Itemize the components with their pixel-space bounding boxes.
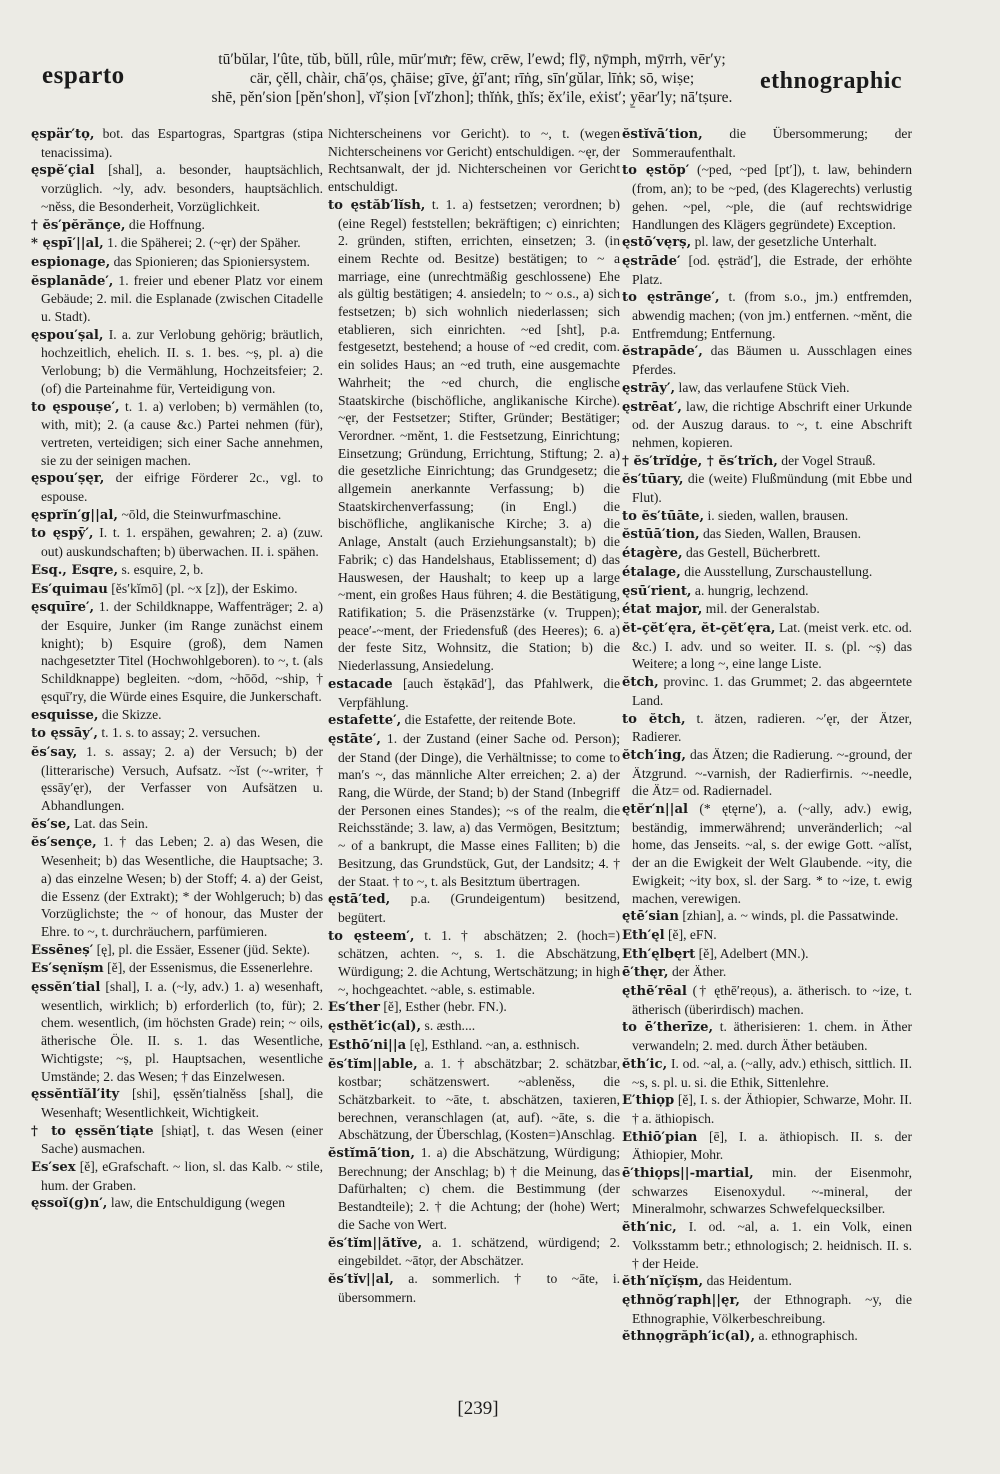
dictionary-entry [328,196,620,675]
definition-text: das Spionieren; das Spioniersystem. [113,253,310,269]
dictionary-entry [622,963,912,982]
definition-text: [ĕs′kĭmō] (pl. ~x [z]), der Eskimo. [111,580,298,596]
dictionary-entry [328,1144,620,1234]
definition-text: [ē], I. a. äthiopisch. II. s. der Äthiopier, Mohr. [632,1128,912,1163]
definition-text: Lat. das Sein. [74,815,149,831]
headword: ęstāte′, [328,731,382,747]
headword: ĕs′say, [31,744,78,760]
definition-text: (* ętęrne′), a. (~ally, adv.) ewig, beständig, immerwährend; unveränderlich; ~al home, das Jenseits. ~al, s. der ewige Gott. ~alĭst, der an die Ewigkeit der Welt Glaubende. ~ity, die Ewigkeit; ~ity box, sl. der Sarg. * to ~ize, t. ewig machen, verewigen. [632,801,912,906]
dictionary-entry [622,544,912,563]
dictionary-entry [31,253,323,272]
definition-text: i. sieden, wallen, brausen. [707,507,849,523]
dictionary-entry [31,398,323,470]
dictionary-entry [328,711,620,730]
headword: E′thiọp [622,1093,675,1109]
dictionary-entry [328,927,620,999]
definition-text: das Ätzen; die Radierung. ~-ground, der Ätzgrund. ~-varnish, der Radierfirnis. ~-needle, die Ätz= od. Radiernadel. [632,746,912,799]
headword: ęthnŏg′raph||ęr, [622,1293,741,1308]
dictionary-entry [31,506,323,525]
dictionary-entry [31,706,323,725]
column-3 [622,125,912,1346]
definition-text: die Skizze. [101,706,162,722]
definition-text: (~ped, ~ped [pt′]), t. law, behindern (from, an); to be ~ped, (des Klagerechts) verlustig gehen. ~pel, ~ple, die (auf rechtswidrige Handlungen des Klägers gegründete) Exception. [632,162,912,232]
headword: ē′thiọps||-martial, [622,1166,754,1182]
dictionary-entry [328,1017,620,1036]
definition-text: der eifrige Förderer 2c., vgl. to espouse. [41,470,324,505]
dictionary-entry [328,1036,620,1055]
dictionary-entry [622,600,912,619]
definition-text: [ę], pl. die Essäer, Essener (jüd. Sekte). [96,941,311,957]
dictionary-entry [622,945,912,964]
headword: † ĕs′trĭdġe, † ĕs′trĭch, [622,453,778,469]
dictionary-entry [622,563,912,582]
definition-text: [shal], I. a. (~ly, adv.) 1. a) wesenhaft, wesentlich, wirklich; b) erforderlich (to, für); 2. chem. wesentlich, (im höchsten Grade) rein; ~ oils, ätherische Öle. II. s. 1. das Wesentliche, Wichtigste; ~ṣ, pl. Hauptsachen, wesentliche Umstände; 2. das Wesen; † das Einzelwesen. [41,979,323,1084]
dictionary-entry [622,800,912,907]
headword: to ęsteem′, [328,928,415,944]
definition-text: die Estafette, der reitende Bote. [404,712,576,728]
headword: ĕtch, [622,675,659,691]
dictionary-entry [622,1128,912,1164]
dictionary-entry [622,379,912,398]
headword: ĕsplanāde′, [31,273,114,289]
dictionary-entry [622,252,912,288]
definition-text: law, das verlaufene Stück Vieh. [678,379,850,395]
dictionary-entry [31,959,323,978]
definition-text: der Äther. [671,964,727,980]
definition-text: t. (from s.o., jm.) entfremden, abwendig machen; (von jm.) entfernen. ~mĕnt, die Entfremdung; Entfernung. [632,289,912,341]
definition-text: a. 1. schätzend, würdigend; 2. eingebildet. ~ātọr, der Abschätzer. [338,1234,620,1269]
definition-text: s. æsth.... [424,1018,476,1034]
definition-text: [ĕ], eFN. [668,926,717,942]
dictionary-entry [31,1085,323,1121]
dictionary-entry [622,470,912,506]
dictionary-entry [31,326,323,398]
dictionary-entry [31,216,323,235]
definition-text: [ĕ], I. s. der Äthiopier, Schwarze, Mohr. II. † a. äthiopisch. [632,1092,912,1126]
definition-text: 1. freier und ebener Platz vor einem Gebäude; 2. mil. die Esplanade (zwischen Citadelle u. Stadt). [41,272,323,325]
dictionary-entry [31,1194,323,1213]
headword: ęssĕntĭăl′ity [31,1087,120,1103]
definition-text: 1. die Späherei; 2. (~ęr) der Späher. [107,235,301,251]
dictionary-entry [31,978,323,1085]
headword: ętē′sian [622,909,679,925]
headword: ęspou′ṣęr, [31,471,105,487]
dictionary-entry [31,598,323,705]
definition-text: das Gestell, Bücherbrett. [685,545,821,561]
definition-text: der Ethnograph. ~y, die Ethnographie, Völkerbeschreibung. [632,1292,912,1326]
definition-text: t. ätherisieren: 1. chem. in Äther verwandeln; 2. med. durch Äther betäuben. [632,1019,913,1054]
dictionary-entry [622,582,912,601]
headword: état major, [622,602,703,618]
headword: to ęstăb′lĭsh, [328,197,426,213]
definition-text: mil. der Generalstab. [705,601,820,617]
dictionary-entry [622,710,912,746]
headword: ĕthnọgrăph′ic(al), [622,1329,756,1345]
definition-text: t. 1. s. to assay; 2. versuchen. [101,725,261,741]
definition-text: [zhian], a. ~ winds, pl. die Passatwinde. [682,908,899,924]
dictionary-entry [31,743,323,815]
dictionary-entry [31,580,323,599]
dictionary-entry [31,1122,323,1158]
dictionary-entry [31,815,323,834]
headword: ęsū′rient, [622,583,692,599]
headword: to ęssāy′, [31,726,98,742]
definition-text: p.a. (Grundeigentum) besitzend, begütert. [338,891,620,925]
dictionary-entry [328,675,620,711]
dictionary-entry [31,561,323,580]
headword: to ęspouṣe′, [31,399,120,415]
definition-text: [ĕ], Esther (hebr. FN.). [383,999,507,1015]
definition-text: 1. der Schildknappe, Waffenträger; 2. a) der Esquire, Junker (im Range zunächst einem knight); b) Esquire (groß), dem Namen nachgesetzter Titel (Hochwohlgeboren). to ~, t. (als Schildknappe) begleiten. ~dom, ~hōōd, ~ship, † ęsquī′ry, die Würde eines Esquire, die Junkerschaft. [41,599,323,704]
guide-word-left: esparto [42,62,125,89]
definition-text: die (weite) Flußmündung (mit Ebbe und Flut). [632,471,912,506]
dictionary-entry [622,746,912,800]
definition-text: law, die richtige Abschrift einer Urkunde od. der Auszug daraus. to ~, t. eine Abschrift nehmen, kopieren. [632,398,912,450]
headword: † to ęssĕn′tiạte [31,1123,154,1139]
headword: ĕth′nic, [622,1220,677,1236]
headword: ęstrēat′, [622,399,682,415]
pronunciation-key [182,50,762,107]
definition-text: das Sieden, Wallen, Brausen. [703,526,861,542]
headword: Es′sęnĭṣm [31,961,104,977]
headword: to ĕtch, [622,711,686,727]
definition-text: 1. der Zustand (einer Sache od. Person); der Stand (der Dinge), die Verhältnisse; to come to man′s ~, das männliche Alter erreichen; 2. a) der Rang, die Würde, der Stand; b) der Stand (Inbegriff der Personen eines Standes); ~s of the realm, die Reichsstände; 3. law, a) das Vermögen, Besitztum; ~ of a bankrupt, die Masse eines Falliten; b) die Besitzung, das Grundstück, Gut, der Landsitz; 4. † der Staat. † to ~, t. als Besitztum übertragen. [338,730,620,889]
definition-text: provinc. 1. das Grummet; 2. das abgeerntete Land. [632,674,912,708]
headword: ęstā′ted, [328,892,391,908]
headword: ĕstĭvā′tion, [622,127,703,142]
headword: ęsquīre′, [31,600,95,616]
definition-text: bot. das Espartogras, Spartgras (stipa tenacissima). [41,126,323,160]
definition-text: [ĕ], Adelbert (MN.). [698,945,809,961]
headword: esquisse, [31,707,99,723]
dictionary-entry [622,982,912,1018]
definition-text: Nichterscheinens vor Gericht). to ~, t. (wegen Nichterscheinens vor Gericht) entschuldigen. ~ęr, der Rechtsanwalt, der jd. Nichterscheinen vor Gericht entschuldigt. [328,126,620,195]
dictionary-entry [31,941,323,960]
headword: to ĕs′tūāte, [622,508,705,524]
definition-text: I. t. 1. erspähen, gewahren; 2. a) (zuw. out) auskundschaften; b) überwachen. II. i. spähen. [41,525,323,560]
dictionary-entry [622,1091,912,1127]
column-1 [31,125,323,1213]
headword: Eth′ęlbęrt [622,946,696,962]
headword: to ęstŏp′ [622,163,690,179]
headword: ęssĕn′tial [31,980,101,996]
definition-text: [auch ĕstạkād′], das Pfahlwerk, die Verpfählung. [338,675,621,710]
dictionary-entry [31,724,323,743]
dictionary-entry [622,342,912,378]
dictionary-entry [328,998,620,1017]
definition-text: [ĕ], eGrafschaft. ~ lion, sl. das Kalb. ~ stile, hum. der Graben. [41,1159,323,1193]
dictionary-entry [328,1055,620,1145]
column-2 [328,125,620,1306]
dictionary-entry [622,398,912,452]
headword: ęspĕ′çial [31,163,95,179]
definition-text: a. ethnographisch. [758,1328,858,1344]
dictionary-entry [31,524,323,560]
dictionary-entry [622,1018,912,1054]
pronunciation-key-line: cär, çĕll, chàir, chā′ọs, çhāise; gīve, ġī′ant; rīṅg, sīn′gŭlar, līṅk; sō, wiṣe; [249,70,695,87]
definition-text: t. 1. † abschätzen; 2. (hoch=) schätzen, achten. ~, s. 1. die Abschätzung, Würdigung; 2. die Achtung, Wertschätzung; in high ~, hochgeachtet. ~able, s. estimable. [338,927,620,997]
headword: ĕtch′ing, [622,747,686,763]
dictionary-entry [622,673,912,709]
definition-text: [od. ęsträd′], die Estrade, der erhöhte Platz. [632,252,912,287]
definition-text: I. od. ~al, a. (~ally, adv.) ethisch, sittlich. II. ~s, s. pl. u. si. die Ethik, Sittenlehre. [632,1055,912,1090]
dictionary-entry [622,926,912,945]
dictionary-entry [328,1234,620,1270]
definition-text: t. 1. a) festsetzen; verordnen; b) (eine Regel) feststellen; bekräftigen; c) einrichten; 2. gründen, stiften, errichten, einsetzen; 3. (in einem Rechte od. Besitze) bestätigen; to ~ a marriage, eine (unrechtmäßig geschlossene) Ehe als gültig bestätigen; 4. ansiedeln; to ~ o.s., a) sich festsetzen; b) sich wohnlich niederlassen; sich etablieren, sich einrichten. ~ed [sht], p.a. festgesetzt, bestehend; a house of ~ed credit, com. ein solides Haus; an ~ed truth, eine ausgemachte Wahrheit; the ~ed church, die englische Staatskirche (bischöfliche, anglikanische Kirche). ~ęr, der Festsetzer; Stifter, Gründer; Bestätiger; Verordner. ~mĕnt, 1. die Festsetzung, Einrichtung; Einsetzung; Gründung, Errichtung, Stiftung; 2. a) die gesetzliche Einrichtung; das Grundgesetz; die allgemein anerkannte Verfassung; b) die Staatskirchenverfassung; (in Engl.) die bischöfliche, anglikanische Kirche; 3. a) die Anlage, Anstalt (auch Erziehungsanstalt); b) die Fabrik; c) das Handelshaus, Etablissement; d) das Hauswesen, der Haushalt; to keep up a large ~ment, ein großes Haus führen; 4. die Bestätigung, Ratifikation; 5. die Präsenzstärke (v. Truppen); peace′-~ment, der Friedensfuß (des Heeres); 6. a) der feste Sitz, Wohnsitz, die Station; b) die Niederlassung, Ansiedelung. [338,196,620,674]
dictionary-entry [31,125,323,161]
dictionary-entry [328,730,620,890]
dictionary-entry [31,272,323,326]
headword: ęspou′ṣal, [31,327,104,343]
definition-text: t. 1. a) verloben; b) vermählen (to, with, mit); 2. (a cause &c.) Partei nehmen (für), vertreten, verteidigen; sich einer Sache annehmen, sie zu der seinigen machen. [41,398,324,468]
definition-text: 1. † das Leben; 2. a) das Wesen, die Wesenheit; b) das Wesentliche, die Hauptsache; 3. a) das einzelne Wesen; b) der Stoff; 4. a) der Geist, die Essenz (der Extrakt); * der Wohlgeruch; b) das Vorzüglichste; the ~ of honour, das Muster der Ehre. to ~, t. durchräuchern, parfümieren. [41,834,323,939]
headword: ęssoĭ(g)n′, [31,1196,108,1212]
headword: ĕstĭmā′tion, [328,1146,415,1162]
headword: ē′thęr, [622,965,669,981]
definition-text: [shal], a. besonder, hauptsächlich, vorzüglich. ~ly, adv. besonders, hauptsächlich. ~nĕss, die Besonderheit, Vorzüglichkeit. [41,162,323,214]
headword: ęthē′rēal [622,984,687,1000]
definition-text: [shiạt], t. das Wesen (einer Sache) ausmachen. [41,1122,323,1157]
dictionary-entry [328,890,620,926]
definition-text: die Übersommerung; der Sommeraufenthalt. [632,126,912,160]
dictionary-entry [622,1218,912,1272]
headword: ęsprĭn′g||al, [31,507,119,523]
definition-text: das Heidentum. [706,1273,792,1289]
definition-text: die Hoffnung. [128,216,205,232]
headword: ĕstūā′tion, [622,527,700,543]
headword: ĕth′ic, [622,1056,668,1072]
definition-text: die Ausstellung, Zurschaustellung. [684,563,873,579]
headword: ĕs′se, [31,816,71,832]
definition-text: min. der Eisenmohr, schwarzes Eisenoxydul. ~-mineral, der Mineralmohr, schwarzes Schwefelquecksilber. [632,1165,913,1217]
definition-text: das Bäumen u. Ausschlagen eines Pferdes. [632,343,912,378]
pronunciation-key-line: tū′bŭlar, l′ûte, tŭb, bŭll, rûle, mūr′mưr; fēw, crēw, l′ewd; flȳ, nȳmph, mȳrrh, vēr′y; [218,51,726,68]
headword: Es′quimau [31,581,108,597]
definition-text: a. sommerlich. † to ~āte, i. übersommern. [338,1271,620,1305]
headword: Ethiō′pian [622,1129,698,1145]
dictionary-entry [622,233,912,252]
definition-text: [ĕ], der Essenismus, die Essenerlehre. [107,960,313,976]
guide-word-right: ethnographic [760,68,903,94]
dictionary-entry [31,469,323,505]
headword: ĕs′tūary, [622,472,684,488]
headword: ęstō′vęrṣ, [622,235,692,251]
definition-text: Lat. (meist verk. etc. od. &c.) I. adv. und so weiter. II. s. (pl. ~ṣ) das Weitere; a long ~, eine lange Liste. [632,619,912,672]
headword: Eth′ęl [622,927,665,943]
headword: Esq., Esqre, [31,562,119,578]
definition-text: I. a. zur Verlobung gehörig; bräutlich, hochzeitlich, ehelich. II. s. 1. bes. ~ṣ, pl. a) die Verlobung; b) die Vermählung, Hochzeitsfeier; 2. (of) die Parteinahme für, Verteidigung von. [41,326,323,396]
dictionary-entry [31,1158,323,1194]
definition-text: a. hungrig, lechzend. [694,582,809,598]
dictionary-entry [622,507,912,526]
dictionary-entry [622,1291,912,1327]
definition-text: a. 1. † abschätzbar; 2. schätzbar, kostbar; schätzenswert. ~ablenĕss, die Schätzbarkeit. to ~āte, t. abschätzen, taxieren, berechnen, veranschlagen (at, auf). ~āte, s. die Abschätzung, der Überschlag, (Kosten=)Anschlag. [338,1055,620,1143]
headword: * ęspī′||al, [31,236,104,252]
headword: ętĕr′n||al [622,802,689,818]
headword: ęspär′tọ, [31,127,95,142]
headword: estafette′, [328,713,402,729]
dictionary-entry [31,161,323,215]
definition-text: law, die Entschuldigung (wegen [110,1195,286,1211]
dictionary-entry [31,833,323,940]
page-number: [239] [457,1398,499,1419]
definition-text: pl. law, der gesetzliche Unterhalt. [694,234,877,250]
headword: Esthō′ni||a [328,1037,407,1053]
definition-text: der Vogel Strauß. [781,452,876,468]
headword: étagère, [622,546,683,562]
dictionary-entry [622,125,912,161]
dictionary-entry [622,1327,912,1346]
definition-text: († ęthē′reọus), a. ätherisch. to ~ize, t. ätherisch (überirdisch) machen. [632,983,912,1017]
headword: ĕt-çĕt′ęra, ĕt-çĕt′ęra, [622,620,776,636]
dictionary-entry [622,619,912,673]
headword: ĕstrapāde′, [622,344,703,360]
definition-text: [ę], Esthland. ~an, a. esthnisch. [409,1036,580,1052]
headword: ęstrāde′ [622,253,681,269]
headword: ĕs′sençe, [31,835,97,851]
dictionary-entry [622,525,912,544]
headword: to ęspȳ′, [31,526,94,542]
dictionary-entry [622,1164,912,1218]
definition-text: s. esquire, 2, b. [121,561,204,577]
headword: étalage, [622,564,681,580]
headword: ĕth′nĭçĭṣm, [622,1274,704,1290]
headword: ĕs′tĭm||ătĭve, [328,1235,423,1251]
dictionary-entry [622,288,912,342]
dictionary-entry [622,161,912,233]
dictionary-entry [622,1055,912,1091]
headword: Es′ther [328,1000,380,1016]
dictionary-entry [31,234,323,253]
definition-text: ~ōld, die Steinwurfmaschine. [121,506,282,522]
headword: to ē′therīze, [622,1020,714,1036]
headword: ęstrāy′, [622,380,676,396]
definition-text: t. ätzen, radieren. ~′ęr, der Ätzer, Radierer. [632,710,912,745]
headword: Essēneṣ′ [31,942,94,958]
headword: ĕs′tĭv||al, [328,1272,394,1287]
definition-text: [shi], ęssĕn′tialnĕss [shal], die Wesenhaft; Wesentlichkeit, Wichtigkeit. [41,1086,323,1120]
dictionary-entry [328,1270,620,1306]
headword: Es′sex [31,1160,76,1176]
headword: ĕs′tĭm||able, [328,1056,418,1072]
definition-text: 1. s. assay; 2. a) der Versuch; b) der (litterarische) Versuch, Aufsatz. ~ĭst (~-writer, † ęssāy′ęr), der Verfasser von Aufsätzen u. Abhandlungen. [41,743,324,814]
headword: to ęstrānge′, [622,290,720,306]
dictionary-entry [328,125,620,196]
headword: ęsthĕt′ic(al), [328,1019,422,1035]
headword: estacade [328,676,393,692]
definition-text: 1. a) die Abschätzung, Würdigung; Berechnung; der Anschlag; b) † die Meinung, das Dafürhalten; c) chem. die Bestimmung (der Bestandteile); 2. † die Achtung; der (hohe) Wert; die Sache von Wert. [338,1145,620,1232]
dictionary-entry [622,907,912,926]
headword: † ĕs′pĕrănçe, [31,217,126,233]
dictionary-entry [622,1272,912,1291]
definition-text: I. od. ~al, a. 1. ein Volk, einen Volksstamm betr.; ethnologisch; 2. heidnisch. II. s. † der Heide. [632,1219,912,1271]
pronunciation-key-line: shē, pĕn′sion [pĕn′shon], vĭ′ṣion [vĭ′zhon]; thĭṅk, ṯhĭs; ĕx′ile, eẋist′; y̱ēar′ly; nā′tṣure. [211,89,733,106]
dictionary-entry [622,452,912,471]
headword: espionage, [31,254,111,270]
